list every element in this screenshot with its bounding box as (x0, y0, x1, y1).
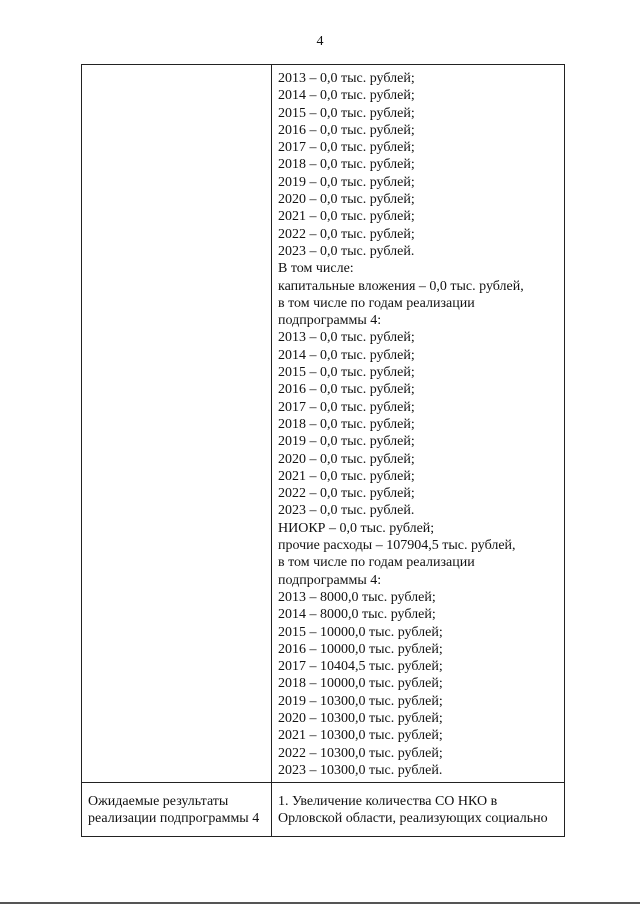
funding-line: 2014 – 8000,0 тыс. рублей; (278, 607, 436, 623)
funding-line: подпрограммы 4: (278, 572, 382, 588)
funding-line: НИОКР – 0,0 тыс. рублей; (278, 520, 435, 536)
funding-line: 2013 – 8000,0 тыс. рублей; (278, 589, 436, 605)
funding-line: 2018 – 0,0 тыс. рублей; (278, 157, 415, 173)
expected-results-label-cell (82, 783, 272, 837)
funding-line: 2016 – 10000,0 тыс. рублей; (278, 641, 443, 657)
funding-row (82, 65, 565, 783)
funding-line: 2013 – 0,0 тыс. рублей; (278, 330, 415, 346)
funding-line: 2022 – 0,0 тыс. рублей; (278, 226, 415, 242)
funding-line: 2017 – 0,0 тыс. рублей; (278, 140, 415, 156)
funding-details-cell (272, 65, 565, 783)
funding-line: 2021 – 0,0 тыс. рублей; (278, 468, 415, 484)
results-text-line: Орловской области, реализующих социально (278, 811, 548, 827)
funding-line: в том числе по годам реализации (278, 555, 475, 571)
funding-line: В том числе: (278, 261, 354, 277)
funding-line: 2017 – 10404,5 тыс. рублей; (278, 659, 443, 675)
results-label-line: реализации подпрограммы 4 (88, 811, 260, 827)
funding-line: 2021 – 10300,0 тыс. рублей; (278, 728, 443, 744)
funding-line: 2016 – 0,0 тыс. рублей; (278, 382, 415, 398)
funding-line: 2022 – 10300,0 тыс. рублей; (278, 745, 443, 761)
page-number: 4 (316, 34, 324, 49)
funding-line: 2016 – 0,0 тыс. рублей; (278, 122, 415, 138)
funding-line: 2022 – 0,0 тыс. рублей; (278, 486, 415, 502)
funding-line: прочие расходы – 107904,5 тыс. рублей, (278, 538, 516, 554)
funding-line: 2017 – 0,0 тыс. рублей; (278, 399, 415, 415)
expected-results-row (82, 783, 565, 837)
funding-line: 2015 – 0,0 тыс. рублей; (278, 365, 415, 381)
funding-line: 2019 – 10300,0 тыс. рублей; (278, 693, 443, 709)
funding-line: 2023 – 10300,0 тыс. рублей. (278, 762, 443, 778)
funding-row-label-cell (82, 65, 272, 783)
funding-line: в том числе по годам реализации (278, 295, 475, 311)
funding-line: 2015 – 0,0 тыс. рублей; (278, 105, 415, 121)
funding-line: 2015 – 10000,0 тыс. рублей; (278, 624, 443, 640)
expected-results-text-cell (272, 783, 565, 837)
funding-line: 2018 – 0,0 тыс. рублей; (278, 416, 415, 432)
funding-line: подпрограммы 4: (278, 313, 382, 329)
funding-line: 2021 – 0,0 тыс. рублей; (278, 209, 415, 225)
results-label-line: Ожидаемые результаты (88, 794, 229, 810)
page-bottom-edge (0, 902, 640, 904)
funding-line: 2019 – 0,0 тыс. рублей; (278, 434, 415, 450)
funding-line: 2023 – 0,0 тыс. рублей. (278, 503, 415, 519)
funding-line: капитальные вложения – 0,0 тыс. рублей, (278, 278, 524, 294)
passport-table (81, 64, 565, 837)
funding-line: 2014 – 0,0 тыс. рублей; (278, 88, 415, 104)
funding-line: 2018 – 10000,0 тыс. рублей; (278, 676, 443, 692)
results-text-line: 1. Увеличение количества СО НКО в (278, 794, 498, 810)
funding-line: 2019 – 0,0 тыс. рублей; (278, 174, 415, 190)
funding-line: 2023 – 0,0 тыс. рублей. (278, 243, 415, 259)
funding-line: 2020 – 0,0 тыс. рублей; (278, 451, 415, 467)
funding-line: 2020 – 10300,0 тыс. рублей; (278, 710, 443, 726)
funding-line: 2013 – 0,0 тыс. рублей; (278, 71, 415, 86)
funding-line: 2014 – 0,0 тыс. рублей; (278, 347, 415, 363)
funding-line: 2020 – 0,0 тыс. рублей; (278, 192, 415, 208)
